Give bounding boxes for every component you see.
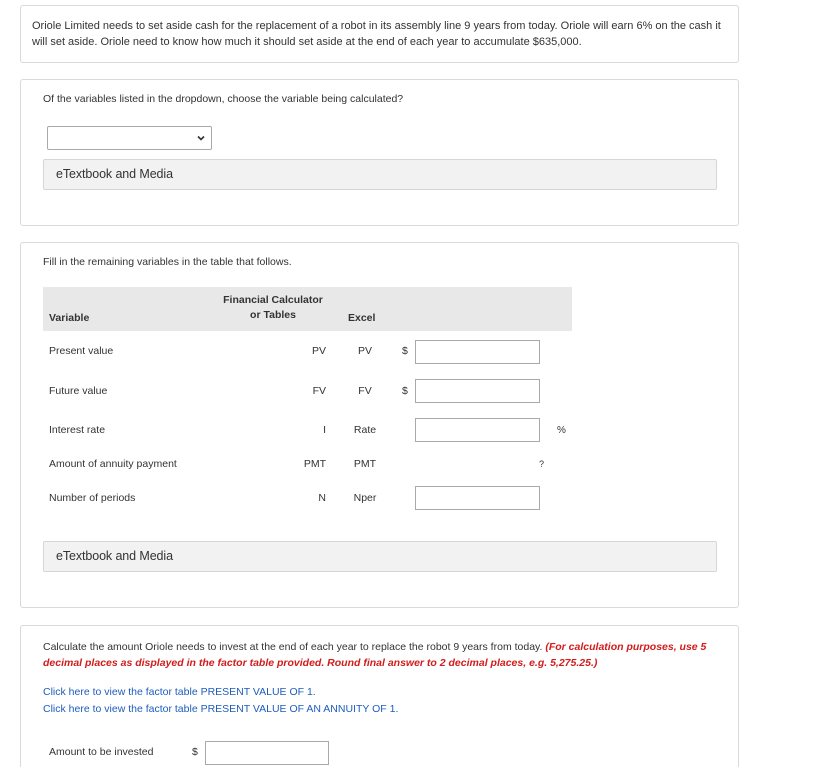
calculation-question: [43, 639, 733, 671]
row-excel-symbol: PMT: [353, 458, 377, 470]
header-financial-calculator: [217, 293, 329, 323]
row-label: Future value: [49, 385, 108, 397]
header-excel: Excel: [348, 312, 376, 324]
row-fc-symbol: I: [323, 424, 326, 436]
row-label: Present value: [49, 345, 114, 357]
variable-select[interactable]: [47, 126, 212, 150]
etextbook-media-label: eTextbook and Media: [56, 167, 173, 181]
amount-invested-input[interactable]: [205, 741, 329, 765]
row-excel-symbol: FV: [358, 385, 372, 397]
row-fc-symbol: FV: [312, 385, 326, 397]
table-instruction: Fill in the remaining variables in the table that follows.: [43, 256, 292, 268]
calculation-card: [20, 625, 739, 767]
interest-rate-input[interactable]: [415, 418, 540, 442]
problem-statement: Oriole Limited needs to set aside cash for the replacement of a robot in its assembly line 9 years from today. Oriole will earn 6% on the cash it will set aside. Oriole need to know how much it should set aside at the end of each year to accumulate $635,000.: [32, 20, 721, 48]
variables-table-card: [20, 242, 739, 608]
variable-question-card: [20, 79, 739, 226]
unknown-marker: ?: [539, 459, 545, 469]
calculation-note: (For calculation purposes, use 5 decimal places as displayed in the factor table provided. Round final answer to 2 decimal places, e.g. 5,275.25.): [43, 641, 707, 669]
header-variable: Variable: [49, 312, 90, 324]
row-excel-symbol: Nper: [353, 492, 377, 504]
etextbook-media-button[interactable]: [43, 159, 717, 190]
amount-prefix: $: [192, 746, 198, 758]
etextbook-media-button[interactable]: [43, 541, 717, 572]
row-prefix: $: [402, 385, 408, 397]
factor-table-pv-link[interactable]: Click here to view the factor table PRESENT VALUE OF 1.: [43, 686, 316, 698]
row-fc-symbol: PMT: [303, 458, 326, 470]
amount-label: Amount to be invested: [49, 746, 154, 758]
chevron-down-icon: [196, 133, 206, 143]
etextbook-media-label: eTextbook and Media: [56, 549, 173, 563]
factor-table-pva-link[interactable]: Click here to view the factor table PRESENT VALUE OF AN ANNUITY OF 1.: [43, 703, 399, 715]
header-fc-line1: Financial Calculator: [223, 294, 323, 306]
row-label: Amount of annuity payment: [49, 458, 177, 470]
header-fc-line2: or Tables: [250, 309, 296, 321]
percent-suffix: %: [557, 425, 566, 436]
row-label: Number of periods: [49, 492, 136, 504]
row-excel-symbol: PV: [357, 345, 372, 357]
table-header: [43, 287, 572, 331]
calculation-question-text: Calculate the amount Oriole needs to invest at the end of each year to replace the robot 9 years from today.: [43, 641, 543, 653]
row-prefix: $: [402, 345, 408, 357]
row-fc-symbol: PV: [311, 345, 326, 357]
future-value-input[interactable]: [415, 379, 540, 403]
number-of-periods-input[interactable]: [415, 486, 540, 510]
row-label: Interest rate: [49, 424, 106, 436]
row-excel-symbol: Rate: [353, 424, 377, 436]
present-value-input[interactable]: [415, 340, 540, 364]
variable-question-label: Of the variables listed in the dropdown, choose the variable being calculated?: [43, 93, 404, 105]
row-fc-symbol: N: [318, 492, 326, 504]
problem-card: [20, 5, 739, 63]
